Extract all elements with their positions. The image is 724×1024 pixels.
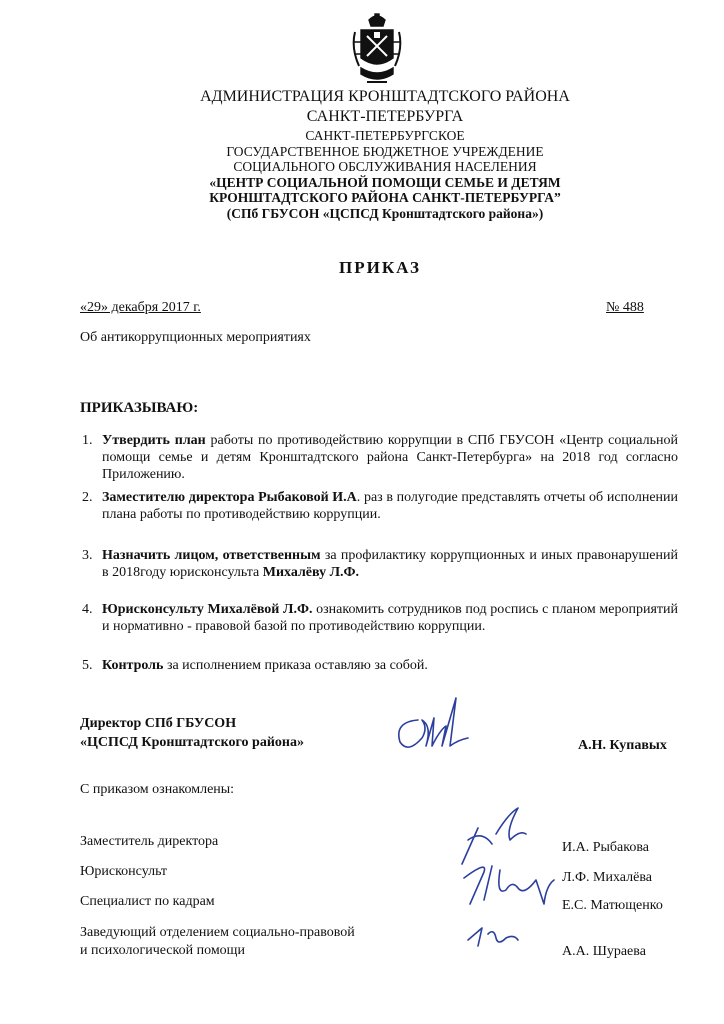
staff-signatures [448,800,568,960]
item-bold: Юрисконсульту Михалёвой Л.Ф. [102,602,313,617]
order-item [82,601,678,635]
order-heading: ПРИКАЗЫВАЮ: [80,400,199,416]
document-date: «29» декабря 2017 г. [80,300,201,315]
document-subject: Об антикоррупционных мероприятиях [80,330,311,345]
item-bold: Заместителю директора Рыбаковой И.А [102,490,357,505]
staff-position: Юрисконсульт [80,864,168,879]
director-title [80,714,304,752]
item-text: за профилактику коррупционных и иных правонарушений в 2018году юрисконсульта [102,548,679,580]
acquainted-heading: С приказом ознакомлены: [80,782,235,797]
item-number: 5. [82,658,93,673]
staff-name: И.А. Рыбакова [562,840,649,855]
item-number: 4. [82,602,93,617]
director-title-line: Директор СПб ГБУСОН [80,716,237,731]
order-item [82,489,678,523]
item-number: 2. [82,490,93,505]
item-bold: Назначить лицом, ответственным [102,548,321,563]
institution-line: СОЦИАЛЬНОГО ОБСЛУЖИВАНИЯ НАСЕЛЕНИЯ [233,159,537,174]
staff-position-line: и психологической помощи [80,943,245,958]
item-bold: Контроль [102,658,164,673]
document-title: ПРИКАЗ [339,258,421,277]
item-text: работы по противодействию коррупции в СПб ГБУСОН «Центр социальной помощи семье и детям Кронштадтского района Санкт-Петербурга» на 2018 год согласно Приложению. [102,433,678,482]
order-item [82,432,678,483]
item-text: . раз в полугодие представлять отчеты об исполнении плана работы по противодействию коррупции. [102,490,679,522]
order-item [82,657,678,674]
item-number: 1. [82,433,93,448]
staff-name: А.А. Шураева [562,944,646,959]
item-number: 3. [82,548,93,563]
staff-position-line: Заведующий отделением социально-правовой [80,925,355,940]
staff-name: Л.Ф. Михалёва [562,870,652,885]
staff-position: Заместитель директора [80,834,219,849]
institution-line: (СПб ГБУСОН «ЦСПСД Кронштадтского района») [226,205,544,221]
item-bold: Утвердить план [102,433,206,448]
director-title-line: «ЦСПСД Кронштадтского района» [80,735,304,750]
institution-line: САНКТ-ПЕТЕРБУРГСКОЕ [305,128,465,143]
item-text: ознакомить сотрудников под роспись с планом мероприятий и нормативно - правовой базой по противодействию коррупции. [102,602,678,634]
item-bold: Михалёву Л.Ф. [262,565,360,580]
order-item [82,547,678,581]
institution-line: «ЦЕНТР СОЦИАЛЬНОЙ ПОМОЩИ СЕМЬЕ И ДЕТЯМ [209,174,561,190]
institution-block [150,128,620,221]
staff-position [80,924,400,960]
director-signature [388,690,478,760]
institution-line: КРОНШТАДТСКОГО РАЙОНА САНКТ-ПЕТЕРБУРГА” [209,190,561,205]
staff-name: Е.С. Матющенко [562,898,663,913]
header-admin: АДМИНИСТРАЦИЯ КРОНШТАДТСКОГО РАЙОНА [200,88,570,105]
institution-line: ГОСУДАРСТВЕННОЕ БЮДЖЕТНОЕ УЧРЕЖДЕНИЕ [226,143,544,159]
coat-of-arms-icon [349,12,405,88]
staff-position: Специалист по кадрам [80,894,215,909]
director-name: А.Н. Купавых [578,738,667,753]
order-items [82,432,678,674]
document-number: № 488 [606,300,644,315]
item-text: за исполнением приказа оставляю за собой. [163,658,428,673]
header-city: САНКТ-ПЕТЕРБУРГА [306,108,464,125]
